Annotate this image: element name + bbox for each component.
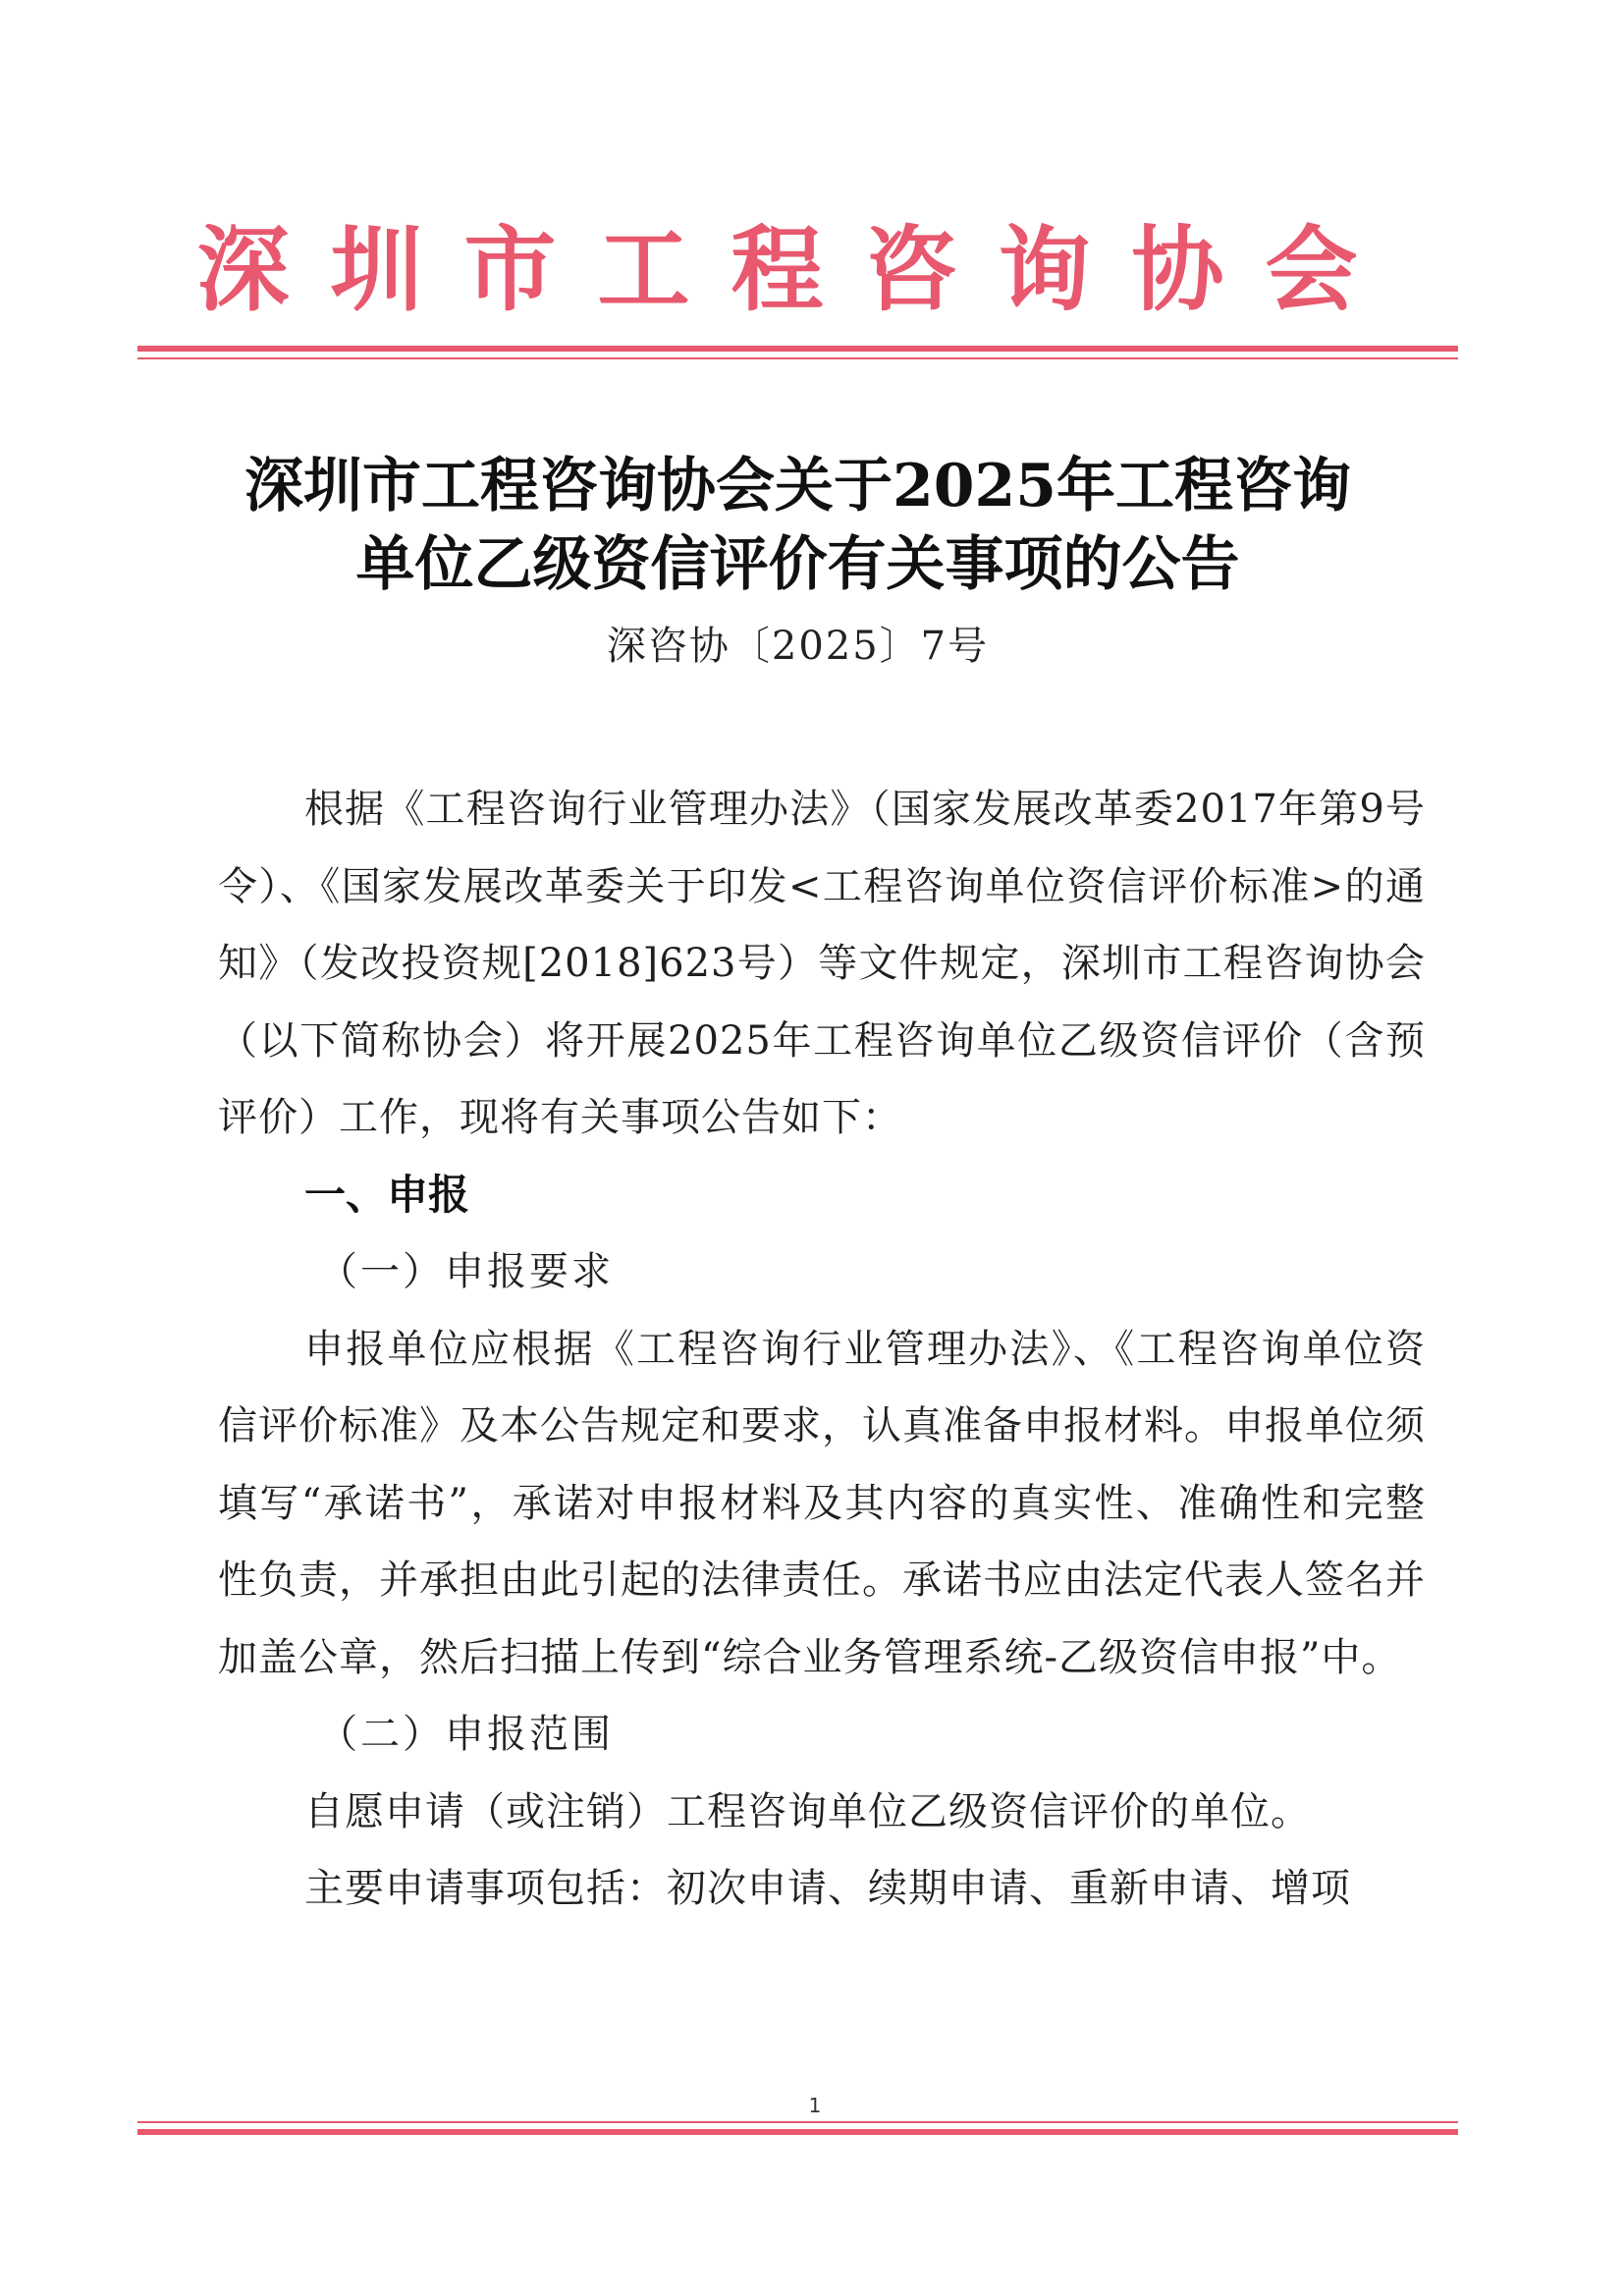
section-heading-declaration: 一、申报 [304, 1170, 470, 1219]
subsection-heading-scope: （二）申报范围 [318, 1712, 614, 1757]
scope-items-paragraph: 主要申请事项包括：初次申请、续期申请、重新申请、增项 [304, 1866, 1351, 1911]
notice-title-line1: 深圳市工程咨询协会关于2025年工程咨询 [244, 452, 1351, 520]
intro-paragraph: 根据《工程咨询行业管理办法》（国家发展改革委2017年第9号令）、《国家发展改革委关于印发<工程咨询单位资信评价标准>的通知》（发改投资规[2018]623号）等文件规定，深圳市工程咨询协会（以下简称协会）将开展2025年工程咨询单位乙级资信评价（含预评价）工作，现将有关事项公告如下： [218, 787, 1426, 1140]
footer-rule-thin [137, 2121, 1458, 2123]
letterhead-rule-thin [137, 357, 1458, 359]
page-number: 1 [808, 2094, 822, 2117]
footer-rule-thick [137, 2129, 1458, 2135]
subsection-heading-requirements: （一）申报要求 [318, 1249, 614, 1294]
document-number: 深咨协〔2025〕7号 [606, 624, 990, 669]
scope-paragraph: 自愿申请（或注销）工程咨询单位乙级资信评价的单位。 [304, 1788, 1311, 1834]
notice-title-line2: 单位乙级资信评价有关事项的公告 [355, 530, 1240, 599]
notice-body [218, 771, 1426, 1928]
letterhead-rule-thick [137, 346, 1458, 352]
letterhead-org-name: 深圳市工程咨询协会 [196, 216, 1399, 324]
requirements-paragraph: 申报单位应根据《工程咨询行业管理办法》、《工程咨询单位资信评价标准》及本公告规定和要求，认真准备申报材料。申报单位须填写“承诺书”，承诺对申报材料及其内容的真实性、准确性和完整性负责，并承担由此引起的法律责任。承诺书应由法定代表人签名并加盖公章，然后扫描上传到“综合业务管理系统-乙级资信申报”中。 [218, 1326, 1426, 1680]
